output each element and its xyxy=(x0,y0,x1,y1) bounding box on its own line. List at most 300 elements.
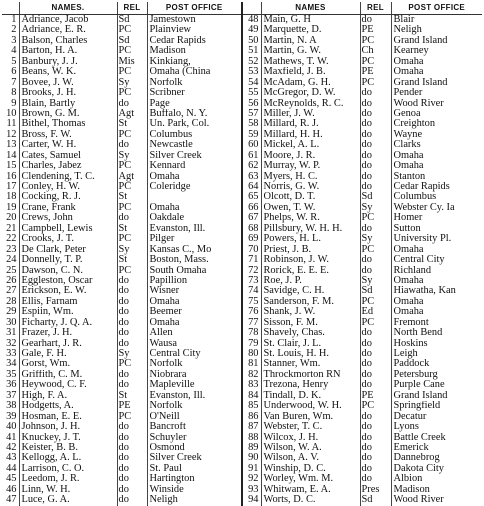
member-name-right: St. Louis, H. H. xyxy=(261,349,360,359)
member-name-right: Maxfield, J. B. xyxy=(261,67,360,77)
member-name-left: Ellis, Farnam xyxy=(19,297,117,307)
table-row xyxy=(2,192,482,202)
post-office-right: Purple Cane xyxy=(393,380,445,391)
table-row xyxy=(2,172,482,182)
post-office-right: Hiawatha, Kan xyxy=(393,286,456,297)
entry-number-right: 92 xyxy=(242,474,261,484)
member-name-right: Tindall, D. K. xyxy=(261,391,360,401)
member-name-right: Marquette, D. xyxy=(261,25,360,35)
entry-number-left: 26 xyxy=(2,276,19,286)
entry-number-left: 34 xyxy=(2,359,19,369)
entry-number-left: 10 xyxy=(2,109,19,119)
post-office-right: Blair xyxy=(393,14,415,26)
relation-left: PC xyxy=(117,130,147,140)
relation-right: PE xyxy=(360,391,391,401)
rel-header-left: REL xyxy=(117,2,147,15)
member-name-right: Wilcox, J. H. xyxy=(261,433,360,443)
relation-left: Sy xyxy=(117,349,147,359)
member-name-left: Bovee, J. W. xyxy=(19,78,117,88)
relation-right: do xyxy=(360,453,391,463)
post-office-left: Wisner xyxy=(147,286,242,296)
post-office-left: Norfolk xyxy=(147,401,242,411)
post-office-left: Allen xyxy=(147,328,242,338)
member-name-left: Linn, W. H. xyxy=(19,485,117,495)
relation-right: Sy xyxy=(360,234,391,244)
relation-left: PC xyxy=(117,46,147,56)
relation-right: do xyxy=(360,15,391,26)
post-office-right: Pender xyxy=(393,88,423,99)
entry-number-right: 62 xyxy=(242,161,261,171)
entry-number-right: 93 xyxy=(242,485,261,495)
post-office-right: Omaha xyxy=(393,307,424,318)
member-name-right: Moore, J. R. xyxy=(261,151,360,161)
table-row xyxy=(2,391,482,401)
post-office-left: Jamestown xyxy=(147,15,242,26)
entry-number-left: 23 xyxy=(2,245,19,255)
relation-right: Ch xyxy=(360,46,391,56)
table-row xyxy=(2,119,482,129)
relation-right: do xyxy=(360,339,391,349)
relation-right: PC xyxy=(360,318,391,328)
relation-left: Mis xyxy=(117,57,147,67)
relation-left: St xyxy=(117,255,147,265)
member-name-left: Kellogg, A. L. xyxy=(19,453,117,463)
table-row xyxy=(2,328,482,338)
table-row xyxy=(2,318,482,328)
names-header-left: NAMES. xyxy=(19,2,117,15)
relation-left: Sy xyxy=(117,78,147,88)
post-office-right: Dakota City xyxy=(393,463,445,474)
post-office-left: Beemer xyxy=(147,307,242,317)
table-row xyxy=(2,161,482,171)
entry-number-right: 71 xyxy=(242,255,261,265)
entry-number-left: 36 xyxy=(2,380,19,390)
relation-left: do xyxy=(117,464,147,474)
table-row xyxy=(2,474,482,484)
relation-left: PC xyxy=(117,203,147,213)
post-office-left: Boston, Mass. xyxy=(147,255,242,265)
entry-number-right: 75 xyxy=(242,297,261,307)
rel-header-right: REL xyxy=(360,2,391,15)
member-name-right: Robinson, J. W. xyxy=(261,255,360,265)
entry-number-right: 58 xyxy=(242,119,261,129)
entry-number-right: 94 xyxy=(242,495,261,505)
post-office-right: Springfield xyxy=(393,401,441,412)
relation-right: do xyxy=(360,88,391,98)
entry-number-left: 22 xyxy=(2,234,19,244)
entry-number-right: 56 xyxy=(242,99,261,109)
table-row xyxy=(2,234,482,244)
post-office-right: Omaha xyxy=(393,161,424,172)
member-name-left: Eggleston, Oscar xyxy=(19,276,117,286)
member-name-left: Ficharty, J. Q. A. xyxy=(19,318,117,328)
entry-number-left: 1 xyxy=(2,15,19,26)
entry-number-left: 18 xyxy=(2,192,19,202)
member-name-left: Hosman, E. E. xyxy=(19,412,117,422)
entry-number-right: 87 xyxy=(242,422,261,432)
post-office-right: Grand Island xyxy=(393,35,448,46)
relation-left: PC xyxy=(117,25,147,35)
entry-number-left: 37 xyxy=(2,391,19,401)
member-name-left: Heywood, C. F. xyxy=(19,380,117,390)
entry-number-right: 80 xyxy=(242,349,261,359)
relation-left: Sy xyxy=(117,245,147,255)
member-name-right: Mickel, A. L. xyxy=(261,140,360,150)
post-office-left: Central City xyxy=(147,349,242,359)
post-office-left: Kennard xyxy=(147,161,242,171)
post-office-left: Norfolk xyxy=(147,359,242,369)
member-name-left: Charles, Jabez xyxy=(19,161,117,171)
post-office-right: Dannebrog xyxy=(393,453,440,464)
table-row xyxy=(2,359,482,369)
post-office-left: Neligh xyxy=(147,495,242,505)
relation-right: PC xyxy=(360,78,391,88)
member-name-left: Larrison, C. O. xyxy=(19,464,117,474)
entry-number-left: 32 xyxy=(2,339,19,349)
member-name-right: Rorick, E. E. E. xyxy=(261,266,360,276)
table-row xyxy=(2,485,482,495)
table-row xyxy=(2,245,482,255)
relation-right: do xyxy=(360,380,391,390)
member-name-right: Norris, G. W. xyxy=(261,182,360,192)
member-name-right: Millard, H. H. xyxy=(261,130,360,140)
post-office-right: Omaha xyxy=(393,296,424,307)
relation-right: Sy xyxy=(360,276,391,286)
entry-number-right: 72 xyxy=(242,266,261,276)
relation-left: do xyxy=(117,307,147,317)
entry-number-right: 64 xyxy=(242,182,261,192)
member-name-left: Gale, F. H. xyxy=(19,349,117,359)
entry-number-right: 52 xyxy=(242,57,261,67)
post-office-right: Clarks xyxy=(393,140,421,151)
member-name-left: Beans, W. K. xyxy=(19,67,117,77)
member-name-right: Whitwam, E. A. xyxy=(261,485,360,495)
member-name-left: Johnson, J. H. xyxy=(19,422,117,432)
member-name-right: McGregor, D. W. xyxy=(261,88,360,98)
table-row xyxy=(2,15,482,26)
member-name-left: Conley, H. W. xyxy=(19,182,117,192)
member-name-right: Van Buren, Wm. xyxy=(261,412,360,422)
relation-left: PC xyxy=(117,266,147,276)
post-office-left: Omaha xyxy=(147,297,242,307)
relation-left: PC xyxy=(117,161,147,171)
post-office-right: Lyons xyxy=(393,422,419,433)
entry-number-left: 5 xyxy=(2,57,19,67)
entry-number-left: 41 xyxy=(2,433,19,443)
relation-right: Sd xyxy=(360,495,391,505)
entry-number-right: 85 xyxy=(242,401,261,411)
member-name-left: De Clark, Peter xyxy=(19,245,117,255)
relation-right: PC xyxy=(360,297,391,307)
member-name-right: Powers, H. L. xyxy=(261,234,360,244)
member-name-left: Frazer, J. H. xyxy=(19,328,117,338)
entry-number-left: 19 xyxy=(2,203,19,213)
post-office-left: Evanston, Ill. xyxy=(147,224,242,234)
post-office-header-left: POST OFFICE xyxy=(147,2,242,15)
member-name-left: Adriance, Jacob xyxy=(19,15,117,26)
relation-right: PC xyxy=(360,213,391,223)
table-row xyxy=(2,422,482,432)
member-name-left: Bross, F. W. xyxy=(19,130,117,140)
post-office-right: Petersburg xyxy=(393,369,438,380)
member-name-right: Pillsbury, W. H. H. xyxy=(261,224,360,234)
relation-right: do xyxy=(360,161,391,171)
member-name-left: Knuckey, J. T. xyxy=(19,433,117,443)
relation-left: PC xyxy=(117,359,147,369)
post-office-left: Buffalo, N. Y. xyxy=(147,109,242,119)
relation-left: do xyxy=(117,328,147,338)
relation-right: PE xyxy=(360,67,391,77)
table-row xyxy=(2,255,482,265)
member-name-right: Olcott, D. T. xyxy=(261,192,360,202)
member-name-left: Crews, John xyxy=(19,213,117,223)
member-name-left: Luce, G. A. xyxy=(19,495,117,505)
entry-number-left: 46 xyxy=(2,485,19,495)
entry-number-right: 50 xyxy=(242,36,261,46)
member-name-left: Dawson, C. N. xyxy=(19,266,117,276)
relation-right: do xyxy=(360,266,391,276)
entry-number-right: 67 xyxy=(242,213,261,223)
entry-number-right: 77 xyxy=(242,318,261,328)
table-row xyxy=(2,401,482,411)
entry-number-right: 66 xyxy=(242,203,261,213)
table-row xyxy=(2,380,482,390)
post-office-left: Norfolk xyxy=(147,78,242,88)
member-name-right: Priest, J. B. xyxy=(261,245,360,255)
entry-number-left: 15 xyxy=(2,161,19,171)
relation-left: PC xyxy=(117,182,147,192)
entry-number-left: 27 xyxy=(2,286,19,296)
entry-number-right: 59 xyxy=(242,130,261,140)
relation-left: PE xyxy=(117,401,147,411)
entry-number-right: 73 xyxy=(242,276,261,286)
member-name-right: Trezona, Henry xyxy=(261,380,360,390)
entry-number-left: 31 xyxy=(2,328,19,338)
post-office-right: Battle Creek xyxy=(393,432,446,443)
member-name-right: Wilson, A. V. xyxy=(261,453,360,463)
member-name-right: Roe, J. P. xyxy=(261,276,360,286)
member-name-left: Carter, W. H. xyxy=(19,140,117,150)
entry-number-right: 88 xyxy=(242,433,261,443)
relation-right: do xyxy=(360,433,391,443)
relation-right: do xyxy=(360,422,391,432)
member-name-right: Shank, J. W. xyxy=(261,307,360,317)
member-name-right: Millard, R. J. xyxy=(261,119,360,129)
entry-number-right: 63 xyxy=(242,172,261,182)
table-row xyxy=(2,36,482,46)
relation-left: do xyxy=(117,422,147,432)
relation-left: Agt xyxy=(117,172,147,182)
table-row xyxy=(2,297,482,307)
post-office-right: Sutton xyxy=(393,223,421,234)
table-row xyxy=(2,464,482,474)
post-office-right: Homer xyxy=(393,213,423,224)
table-row xyxy=(2,130,482,140)
table-row xyxy=(2,46,482,56)
entry-number-right: 90 xyxy=(242,453,261,463)
entry-number-left: 43 xyxy=(2,453,19,463)
relation-right: PC xyxy=(360,245,391,255)
relation-left: do xyxy=(117,453,147,463)
post-office-left: Mapleville xyxy=(147,380,242,390)
table-row xyxy=(2,67,482,77)
post-office-left: Un. Park, Col. xyxy=(147,119,242,129)
member-name-right: McReynolds, R. C. xyxy=(261,99,360,109)
post-office-right: Decatur xyxy=(393,411,427,422)
post-office-left: Plainview xyxy=(147,25,242,35)
entry-number-right: 60 xyxy=(242,140,261,150)
member-name-left: Brooks, J. H. xyxy=(19,88,117,98)
relation-left: do xyxy=(117,370,147,380)
entry-number-left: 42 xyxy=(2,443,19,453)
post-office-left: Oakdale xyxy=(147,213,242,223)
relation-right: PC xyxy=(360,401,391,411)
entry-number-left: 24 xyxy=(2,255,19,265)
entry-number-left: 47 xyxy=(2,495,19,505)
relation-right: Sy xyxy=(360,203,391,213)
post-office-left: Silver Creek xyxy=(147,151,242,161)
entry-number-right: 81 xyxy=(242,359,261,369)
member-name-right: Shavely, Chas. xyxy=(261,328,360,338)
post-office-right: Central City xyxy=(393,255,445,266)
member-name-left: Crane, Frank xyxy=(19,203,117,213)
member-name-left: High, F. A. xyxy=(19,391,117,401)
relation-left: do xyxy=(117,140,147,150)
table-row xyxy=(2,495,482,505)
relation-left: PC xyxy=(117,234,147,244)
member-name-left: Cocking, R. J. xyxy=(19,192,117,202)
relation-left: do xyxy=(117,297,147,307)
relation-right: do xyxy=(360,474,391,484)
member-name-right: Martin, G. W. xyxy=(261,46,360,56)
entry-number-left: 38 xyxy=(2,401,19,411)
relation-right: do xyxy=(360,172,391,182)
entry-number-left: 14 xyxy=(2,151,19,161)
post-office-left: Winside xyxy=(147,485,242,495)
member-name-right: Murray, W. P. xyxy=(261,161,360,171)
post-office-left: Osmond xyxy=(147,443,242,453)
member-name-right: Sanderson, F. M. xyxy=(261,297,360,307)
post-office-left: Newcastle xyxy=(147,140,242,150)
member-name-right: Phelps, W. R. xyxy=(261,213,360,223)
table-row xyxy=(2,140,482,150)
member-name-right: Throckmorton RN xyxy=(261,370,360,380)
relation-left: do xyxy=(117,99,147,109)
post-office-right: Richland xyxy=(393,265,432,276)
entry-number-right: 84 xyxy=(242,391,261,401)
entry-number-right: 86 xyxy=(242,412,261,422)
table-row xyxy=(2,151,482,161)
entry-number-right: 89 xyxy=(242,443,261,453)
entry-number-right: 53 xyxy=(242,67,261,77)
relation-right: PC xyxy=(360,57,391,67)
entry-number-right: 51 xyxy=(242,46,261,56)
relation-right: do xyxy=(360,119,391,129)
member-name-left: Banbury, J. J. xyxy=(19,57,117,67)
entry-number-right: 48 xyxy=(242,15,261,26)
entry-number-right: 65 xyxy=(242,192,261,202)
table-row xyxy=(2,370,482,380)
roster-body xyxy=(2,15,482,506)
entry-number-left: 2 xyxy=(2,25,19,35)
relation-right: do xyxy=(360,464,391,474)
relation-left: do xyxy=(117,339,147,349)
table-row xyxy=(2,203,482,213)
post-office-right: Stanton xyxy=(393,171,426,182)
entry-number-left: 25 xyxy=(2,266,19,276)
post-office-right: Genoa xyxy=(393,108,421,119)
member-name-left: Bithel, Thomas xyxy=(19,119,117,129)
relation-right: Sd xyxy=(360,286,391,296)
post-office-right: Grand Island xyxy=(393,77,448,88)
roster-header xyxy=(2,2,482,15)
entry-number-right: 76 xyxy=(242,307,261,317)
table-row xyxy=(2,109,482,119)
member-name-left: Griffith, C. M. xyxy=(19,370,117,380)
relation-left: Sd xyxy=(117,36,147,46)
member-name-left: Donnelly, T. P. xyxy=(19,255,117,265)
post-office-left: South Omaha xyxy=(147,266,242,276)
relation-right: do xyxy=(360,412,391,422)
post-office-right: Omaha xyxy=(393,244,424,255)
relation-right: Pres xyxy=(360,485,391,495)
relation-right: do xyxy=(360,443,391,453)
member-name-left: Clendening, T. C. xyxy=(19,172,117,182)
relation-right: do xyxy=(360,349,391,359)
table-row xyxy=(2,412,482,422)
relation-left: St xyxy=(117,224,147,234)
entry-number-left: 16 xyxy=(2,172,19,182)
entry-number-right: 68 xyxy=(242,224,261,234)
relation-right: do xyxy=(360,224,391,234)
relation-right: do xyxy=(360,182,391,192)
post-office-left: Madison xyxy=(147,46,242,56)
post-office-left: St. Paul xyxy=(147,464,242,474)
post-office-left: Hartington xyxy=(147,474,242,484)
post-office-right: Omaha xyxy=(393,56,424,67)
member-name-right: Owen, T. W. xyxy=(261,203,360,213)
entry-number-left: 7 xyxy=(2,78,19,88)
entry-number-left: 6 xyxy=(2,67,19,77)
entry-number-left: 21 xyxy=(2,224,19,234)
member-name-right: Underwood, W. H. xyxy=(261,401,360,411)
entry-number-left: 39 xyxy=(2,412,19,422)
entry-number-left: 3 xyxy=(2,36,19,46)
member-name-right: McAdam, G. H. xyxy=(261,78,360,88)
relation-right: PC xyxy=(360,36,391,46)
entry-number-right: 79 xyxy=(242,339,261,349)
member-name-left: Gorst, Wm. xyxy=(19,359,117,369)
member-name-right: St. Clair, J. L. xyxy=(261,339,360,349)
relation-left: do xyxy=(117,380,147,390)
member-name-right: Miller, J. W. xyxy=(261,109,360,119)
relation-left: Sy xyxy=(117,151,147,161)
post-office-right: Madison xyxy=(393,484,430,495)
relation-left: do xyxy=(117,485,147,495)
relation-right: PE xyxy=(360,25,391,35)
relation-right: do xyxy=(360,151,391,161)
post-office-right: Albion xyxy=(393,474,423,485)
member-name-right: Sisson, F. M. xyxy=(261,318,360,328)
relation-left: St xyxy=(117,192,147,202)
table-row xyxy=(2,276,482,286)
post-office-left: Scribner xyxy=(147,88,242,98)
post-office-right: Wood River xyxy=(393,98,444,109)
table-row xyxy=(2,182,482,192)
post-office-left: Omaha (China xyxy=(147,67,242,77)
table-row xyxy=(2,78,482,88)
post-office-right: Omaha xyxy=(393,150,424,161)
